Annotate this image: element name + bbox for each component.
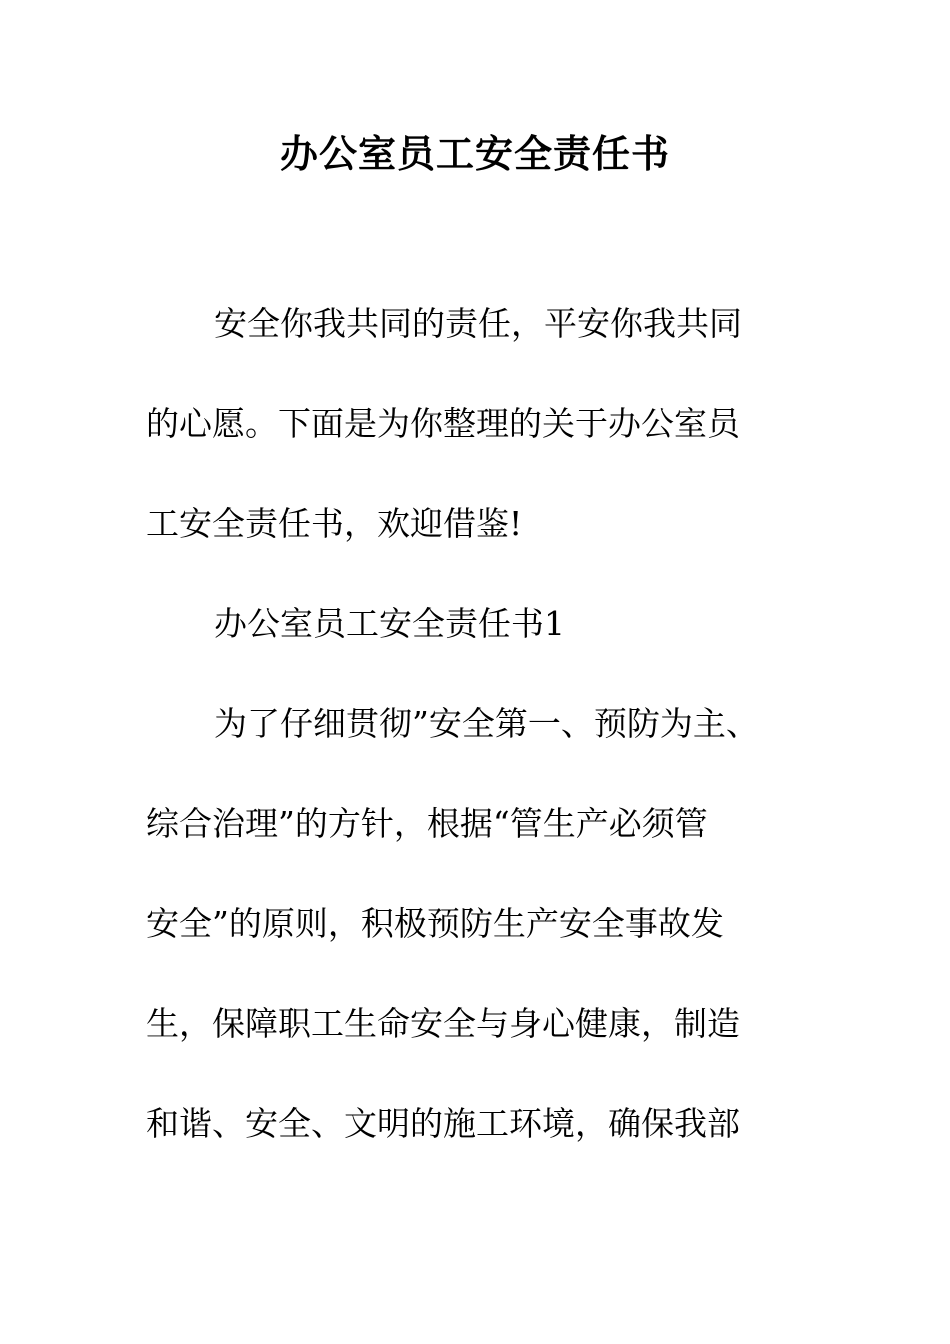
body-line: 综合治理”的方针，根据“管生产必须管 (146, 804, 708, 843)
body-line: 安全”的原则，积极预防生产安全事故发 (146, 904, 724, 943)
section-heading: 办公室员工安全责任书1 (214, 604, 565, 643)
body-line: 的心愿。下面是为你整理的关于办公室员 (146, 404, 740, 443)
body-line: 安全你我共同的责任，平安你我共同 (214, 304, 742, 343)
body-line: 和谐、安全、文明的施工环境，确保我部 (146, 1104, 740, 1143)
body-line: 为了仔细贯彻”安全第一、预防为主、 (214, 704, 759, 743)
body-line: 工安全责任书，欢迎借鉴! (146, 504, 523, 543)
document-title: 办公室员工安全责任书 (279, 131, 670, 176)
body-line: 生，保障职工生命安全与身心健康，制造 (146, 1004, 740, 1043)
